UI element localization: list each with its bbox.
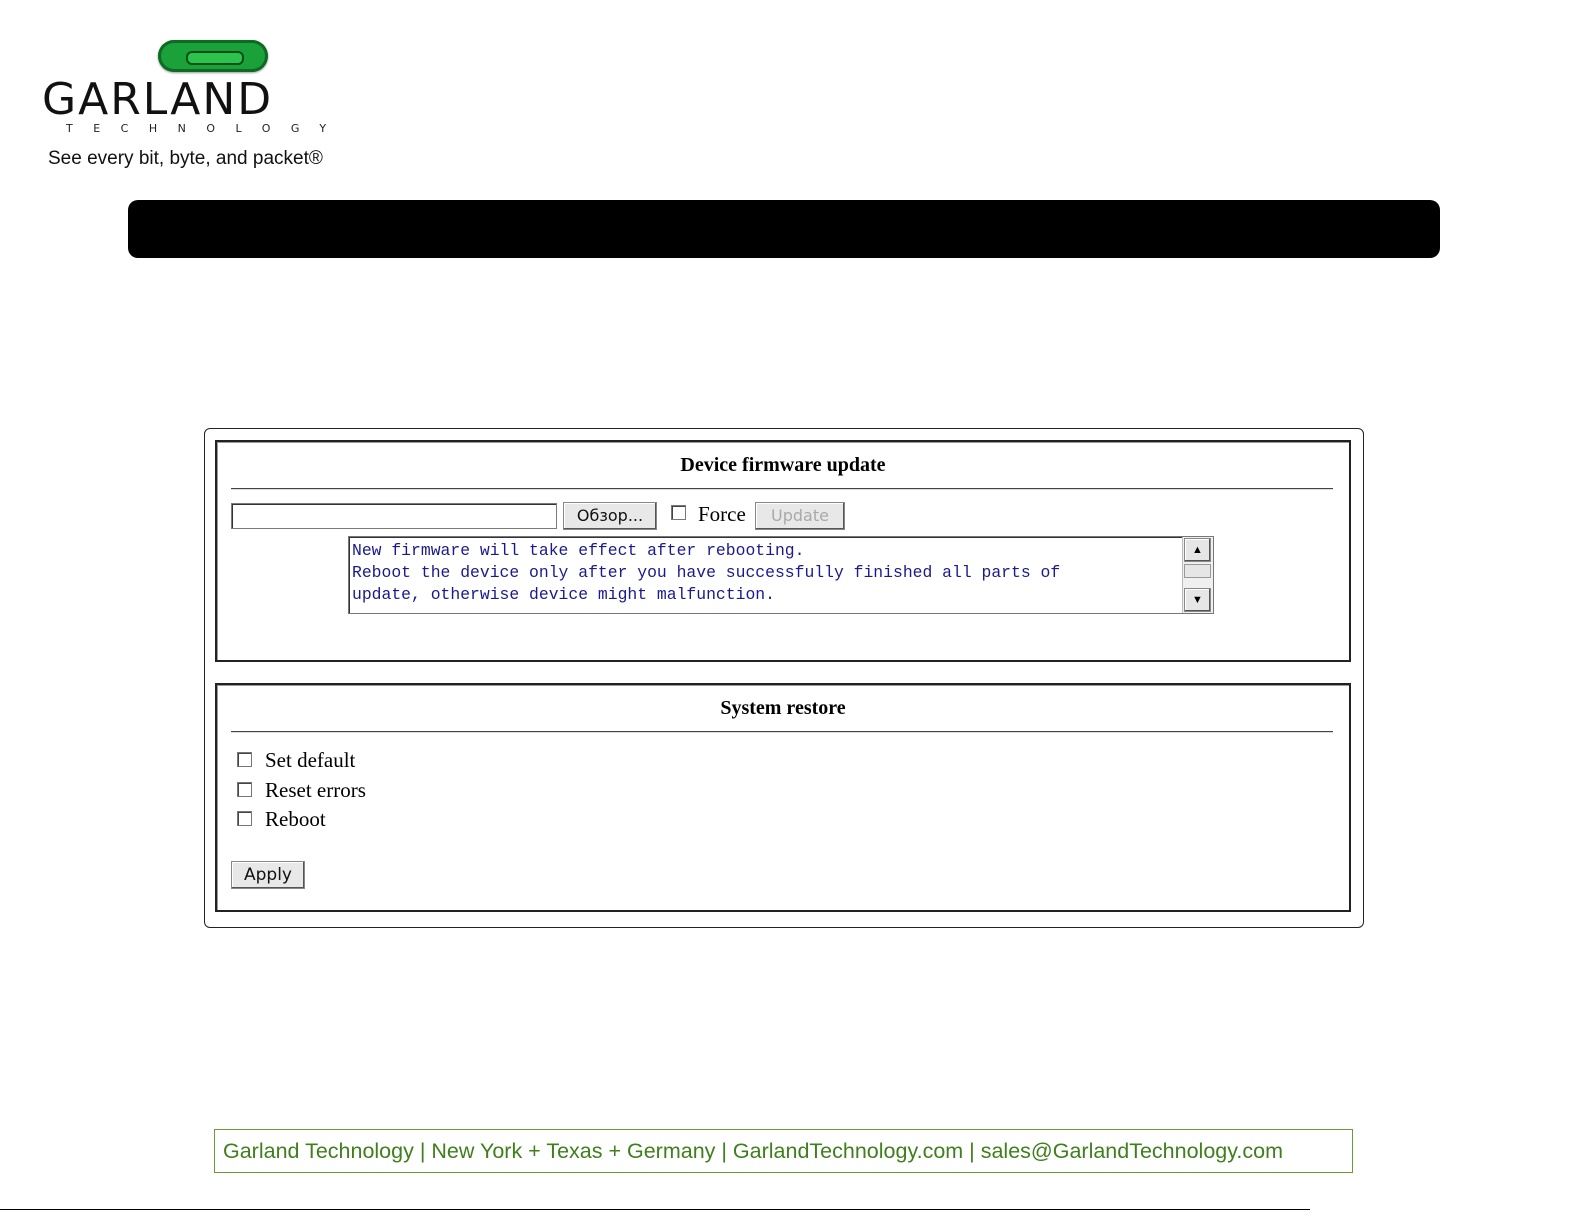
- set-default-checkbox[interactable]: [237, 752, 252, 767]
- browse-button[interactable]: Обзор...: [563, 502, 657, 530]
- scroll-up-icon[interactable]: ▲: [1184, 538, 1211, 562]
- firmware-file-input[interactable]: [231, 503, 557, 529]
- system-restore-panel: [215, 683, 1351, 912]
- info-line: Reboot the device only after you have successfully finished all parts of: [352, 563, 1061, 582]
- restore-panel-title: System restore: [720, 697, 846, 719]
- reboot-checkbox[interactable]: [237, 811, 252, 826]
- firmware-panel-title: Device firmware update: [680, 454, 886, 476]
- logo-subtitle: TECHNOLOGY: [66, 122, 347, 135]
- info-scrollbar[interactable]: [1182, 537, 1213, 613]
- logo-name: GARLAND: [42, 74, 274, 125]
- firmware-info-textarea[interactable]: [348, 536, 1214, 614]
- info-line: New firmware will take effect after rebooting.: [352, 541, 805, 560]
- header-banner: [128, 200, 1440, 258]
- force-label: Force: [698, 502, 746, 526]
- update-button[interactable]: Update: [755, 502, 845, 530]
- reset-errors-checkbox[interactable]: [237, 782, 252, 797]
- divider: [231, 731, 1333, 733]
- scroll-thumb[interactable]: [1184, 564, 1211, 578]
- info-line: update, otherwise device might malfunction.: [352, 585, 775, 604]
- bottom-divider: [0, 1209, 1310, 1210]
- apply-button[interactable]: Apply: [231, 861, 305, 889]
- logo-tagline: See every bit, byte, and packet®: [48, 148, 323, 169]
- force-checkbox[interactable]: [671, 505, 686, 520]
- footer-contact: Garland Technology | New York + Texas + Germany | GarlandTechnology.com | sales@GarlandTechnology.com: [214, 1129, 1353, 1173]
- reboot-label: Reboot: [265, 807, 326, 831]
- firmware-update-panel: [215, 440, 1351, 662]
- reset-errors-label: Reset errors: [265, 778, 366, 802]
- device-settings-screenshot: [204, 428, 1364, 928]
- garland-logo: [40, 38, 390, 178]
- logo-mark-icon: [158, 40, 268, 72]
- firmware-info-text: [352, 540, 1182, 606]
- scroll-down-icon[interactable]: ▼: [1184, 588, 1211, 612]
- set-default-label: Set default: [265, 748, 356, 772]
- divider: [231, 488, 1333, 490]
